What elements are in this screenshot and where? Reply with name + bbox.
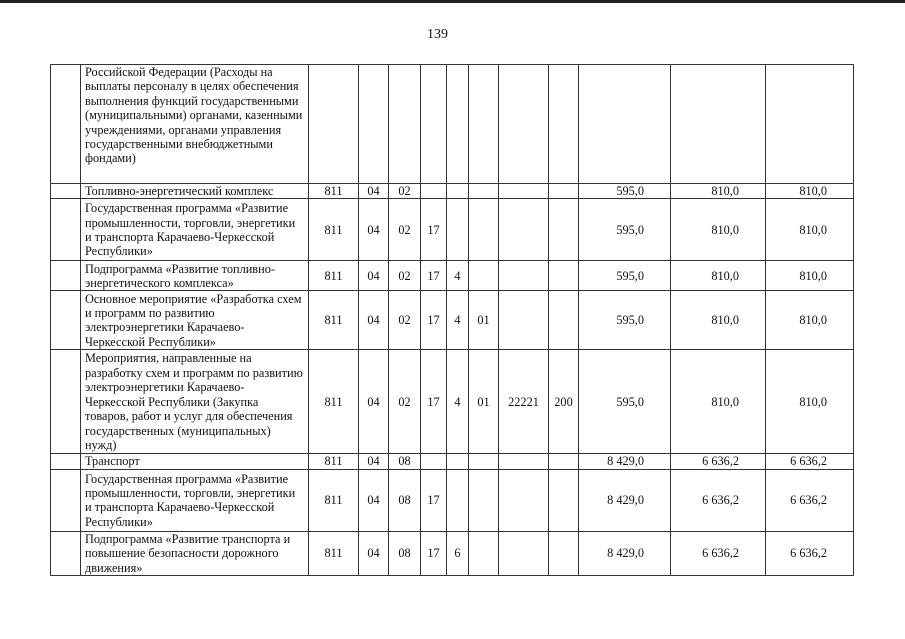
code-cell [469,469,499,531]
code-cell [499,261,549,291]
code-cell: 04 [359,291,389,350]
code-cell [447,65,469,184]
code-cell: 811 [309,531,359,575]
amount-cell: 8 429,0 [579,469,671,531]
code-cell [549,65,579,184]
code-cell [469,454,499,469]
code-cell [499,469,549,531]
table-row [51,350,854,454]
table-row [51,531,854,575]
table-row [51,199,854,261]
amount-cell: 810,0 [671,350,766,454]
amount-cell: 810,0 [766,261,854,291]
code-cell: 811 [309,350,359,454]
table-row [51,469,854,531]
code-cell: 6 [447,531,469,575]
code-cell: 811 [309,469,359,531]
code-cell [499,531,549,575]
code-cell [447,184,469,199]
row-number-cell [51,350,81,454]
code-cell: 811 [309,454,359,469]
page-number: 139 [427,27,448,42]
code-cell [549,454,579,469]
code-cell: 811 [309,261,359,291]
amount-cell [579,65,671,184]
code-cell: 811 [309,291,359,350]
code-cell [359,65,389,184]
row-number-cell [51,454,81,469]
table-row [51,454,854,469]
item-name: Транспорт [81,454,309,469]
amount-cell [766,65,854,184]
row-number-cell [51,291,81,350]
item-name: Основное мероприятие «Разработка схем и программ по развитию электроэнергетики Карачаево-Черкесской Республики» [81,291,309,350]
code-cell: 4 [447,261,469,291]
code-cell [469,199,499,261]
code-cell: 08 [389,469,421,531]
code-cell [499,199,549,261]
scan-top-edge [0,0,905,3]
code-cell: 17 [421,291,447,350]
code-cell: 04 [359,531,389,575]
code-cell [469,261,499,291]
item-name: Подпрограмма «Развитие транспорта и повышение безопасности дорожного движения» [81,531,309,575]
code-cell: 17 [421,199,447,261]
amount-cell: 6 636,2 [766,454,854,469]
code-cell: 02 [389,350,421,454]
row-number-cell [51,261,81,291]
amount-cell: 595,0 [579,199,671,261]
code-cell: 08 [389,531,421,575]
amount-cell: 810,0 [671,261,766,291]
code-cell [549,469,579,531]
code-cell: 17 [421,531,447,575]
table-row [51,291,854,350]
code-cell: 811 [309,184,359,199]
row-number-cell [51,184,81,199]
amount-cell: 595,0 [579,350,671,454]
amount-cell: 8 429,0 [579,454,671,469]
amount-cell: 6 636,2 [671,531,766,575]
table-row [51,65,854,184]
table-row [51,261,854,291]
code-cell [447,469,469,531]
code-cell [447,199,469,261]
code-cell: 17 [421,469,447,531]
amount-cell: 810,0 [671,184,766,199]
row-number-cell [51,469,81,531]
code-cell: 17 [421,350,447,454]
amount-cell: 595,0 [579,291,671,350]
amount-cell: 810,0 [671,199,766,261]
code-cell [309,65,359,184]
code-cell [549,199,579,261]
amount-cell: 8 429,0 [579,531,671,575]
row-number-cell [51,199,81,261]
amount-cell: 810,0 [766,291,854,350]
code-cell [421,65,447,184]
code-cell [499,291,549,350]
code-cell [549,291,579,350]
item-name: Топливно-энергетический комплекс [81,184,309,199]
budget-table [50,64,854,576]
row-number-cell [51,65,81,184]
code-cell: 04 [359,184,389,199]
code-cell: 02 [389,291,421,350]
code-cell: 04 [359,199,389,261]
code-cell [389,65,421,184]
amount-cell: 6 636,2 [766,469,854,531]
amount-cell: 810,0 [671,291,766,350]
code-cell [421,184,447,199]
code-cell: 02 [389,261,421,291]
amount-cell: 810,0 [766,199,854,261]
item-name: Подпрограмма «Развитие топливно-энергетического комплекса» [81,261,309,291]
amount-cell [671,65,766,184]
code-cell: 02 [389,184,421,199]
code-cell: 200 [549,350,579,454]
code-cell [549,261,579,291]
code-cell: 811 [309,199,359,261]
amount-cell: 810,0 [766,184,854,199]
code-cell: 04 [359,261,389,291]
code-cell: 02 [389,199,421,261]
code-cell [469,184,499,199]
code-cell: 4 [447,291,469,350]
item-name: Государственная программа «Развитие промышленности, торговли, энергетики и транспорта Карачаево-Черкесской Республики» [81,469,309,531]
item-name: Российской Федерации (Расходы на выплаты персоналу в целях обеспечения выполнения функций государственными (муниципальными) органами, казенными учреждениями, органами управления государственными внебюджетными фондами) [81,65,309,184]
code-cell: 04 [359,454,389,469]
amount-cell: 6 636,2 [671,454,766,469]
item-name: Государственная программа «Развитие промышленности, торговли, энергетики и транспорта Карачаево-Черкесской Республики» [81,199,309,261]
code-cell: 08 [389,454,421,469]
code-cell [469,65,499,184]
code-cell [499,184,549,199]
row-number-cell [51,531,81,575]
code-cell [499,454,549,469]
code-cell [499,65,549,184]
amount-cell: 595,0 [579,261,671,291]
code-cell: 01 [469,291,499,350]
code-cell: 17 [421,261,447,291]
item-name: Мероприятия, направленные на разработку схем и программ по развитию электроэнергетики Карачаево-Черкесской Республики (Закупка товаров, работ и услуг для обеспечения государственных (муниципальных) нужд) [81,350,309,454]
amount-cell: 6 636,2 [671,469,766,531]
code-cell: 04 [359,350,389,454]
code-cell [549,184,579,199]
table-row [51,184,854,199]
code-cell: 04 [359,469,389,531]
code-cell [469,531,499,575]
code-cell: 4 [447,350,469,454]
amount-cell: 595,0 [579,184,671,199]
amount-cell: 6 636,2 [766,531,854,575]
code-cell: 01 [469,350,499,454]
code-cell: 22221 [499,350,549,454]
code-cell [447,454,469,469]
code-cell [421,454,447,469]
code-cell [549,531,579,575]
amount-cell: 810,0 [766,350,854,454]
